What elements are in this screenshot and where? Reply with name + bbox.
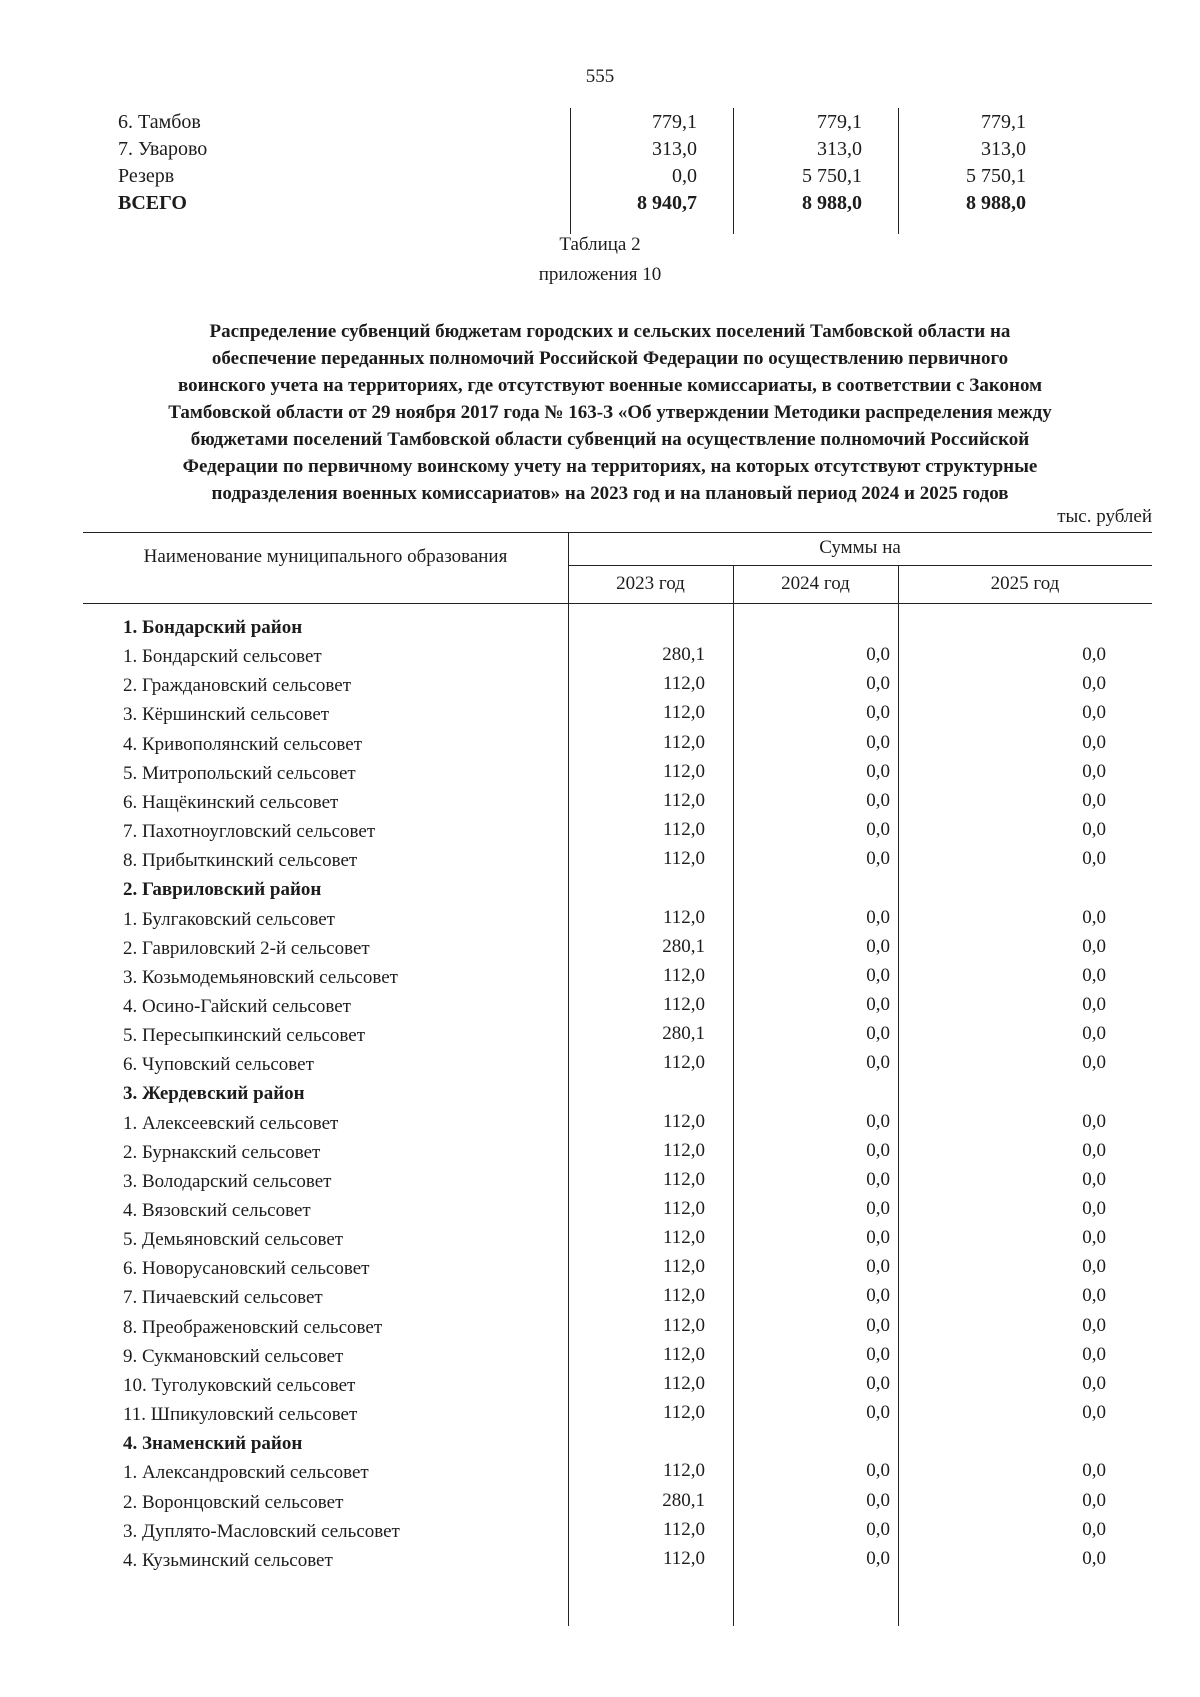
value-2023: 112,0 <box>662 993 705 1015</box>
row-name: 2. Бурнакский сельсовет <box>123 1141 321 1163</box>
row-name: 7. Уварово <box>118 138 208 160</box>
value-2024: 0,0 <box>866 993 890 1015</box>
value-2024: 0,0 <box>866 1227 890 1249</box>
value-2023: 112,0 <box>662 906 705 928</box>
value-2024: 0,0 <box>866 1372 890 1394</box>
value-2025: 0,0 <box>1082 993 1106 1015</box>
value-2024: 0,0 <box>866 1518 890 1540</box>
value-2023: 112,0 <box>662 1372 705 1394</box>
value-2025: 0,0 <box>1082 673 1106 695</box>
value-2025: 0,0 <box>1082 1518 1106 1540</box>
row-name: 5. Пересыпкинский сельсовет <box>123 1025 366 1047</box>
units-label: тыс. рублей <box>1057 506 1152 527</box>
value-2025: 0,0 <box>1082 1343 1106 1365</box>
row-name: 6. Чуповский сельсовет <box>123 1054 314 1076</box>
page-number: 555 <box>585 66 615 87</box>
row-name: 11. Шпикуловский сельсовет <box>123 1404 358 1426</box>
value-2025: 0,0 <box>1082 731 1106 753</box>
value-2025: 0,0 <box>1082 1547 1106 1569</box>
table-row <box>83 1314 1152 1346</box>
table-row <box>83 1547 1152 1579</box>
row-name: 2. Гавриловский район <box>123 879 322 901</box>
value-2024: 0,0 <box>866 906 890 928</box>
table-row <box>83 993 1152 1025</box>
title-line: бюджетами поселений Тамбовской области субвенций на осуществление полномочий Российской <box>190 429 1030 450</box>
row-name: 6. Новорусановский сельсовет <box>123 1258 370 1280</box>
value-2023: 779,1 <box>652 111 697 133</box>
table-row <box>83 850 1152 879</box>
value-2024: 0,0 <box>866 1460 890 1482</box>
value-2025: 0,0 <box>1082 1227 1106 1249</box>
header-name-column: Наименование муниципального образования <box>143 546 508 567</box>
row-name: ВСЕГО <box>118 192 187 214</box>
value-2023: 112,0 <box>662 1139 705 1161</box>
title-line: подразделения военных комиссариатов» на 2023 год и на плановый период 2024 и 2025 годов <box>211 483 1009 504</box>
value-2025: 0,0 <box>1082 935 1106 957</box>
value-2023: 112,0 <box>662 702 705 724</box>
value-2025: 0,0 <box>1082 1168 1106 1190</box>
table-row <box>83 1518 1152 1550</box>
row-name: 8. Прибыткинский сельсовет <box>123 850 358 872</box>
row-name: 5. Демьяновский сельсовет <box>123 1229 344 1251</box>
row-name: 1. Булгаковский сельсовет <box>123 908 335 930</box>
table-row <box>83 731 1152 763</box>
value-2025: 0,0 <box>1082 1372 1106 1394</box>
value-2024: 0,0 <box>866 1285 890 1307</box>
value-2025: 0,0 <box>1082 1489 1106 1511</box>
value-2023: 313,0 <box>652 138 697 160</box>
table-row <box>83 1168 1152 1200</box>
row-name: 1. Алексеевский сельсовет <box>123 1112 339 1134</box>
table-label: Таблица 2 <box>559 234 641 255</box>
row-name: 4. Осино-Гайский сельсовет <box>123 995 351 1017</box>
value-2024: 0,0 <box>866 1547 890 1569</box>
district-row <box>83 1433 1152 1462</box>
district-row <box>83 1083 1152 1112</box>
value-2024: 0,0 <box>866 1343 890 1365</box>
table-row <box>83 935 1152 967</box>
value-2023: 112,0 <box>662 1110 705 1132</box>
value-2024: 0,0 <box>866 1198 890 1219</box>
table-row <box>83 1229 1152 1258</box>
table-row <box>83 964 1152 996</box>
top-table-row <box>118 111 1132 139</box>
value-2024: 0,0 <box>866 964 890 986</box>
value-2025: 779,1 <box>981 111 1026 133</box>
value-2023: 112,0 <box>662 789 705 811</box>
value-2024: 0,0 <box>866 702 890 724</box>
value-2025: 0,0 <box>1082 964 1106 986</box>
district-row <box>83 879 1152 908</box>
value-2025: 5 750,1 <box>966 165 1026 187</box>
table-row <box>83 1287 1152 1316</box>
top-table-row <box>118 165 1132 193</box>
value-2023: 112,0 <box>662 1518 705 1540</box>
table-row <box>83 821 1152 850</box>
title-line: Федерации по первичному воинскому учету на территориях, на которых отсутствуют структурные <box>182 456 1038 477</box>
value-2024: 5 750,1 <box>802 165 862 187</box>
table-row <box>83 1489 1152 1521</box>
value-2023: 112,0 <box>662 1460 705 1482</box>
row-name: Резерв <box>118 165 175 187</box>
subventions-table <box>83 532 1152 1632</box>
top-table-row <box>118 192 1132 220</box>
row-name: 1. Бондарский сельсовет <box>123 646 322 668</box>
row-name: 3. Кёршинский сельсовет <box>123 704 330 726</box>
value-2023: 112,0 <box>662 1314 705 1336</box>
row-name: 1. Бондарский район <box>123 617 303 638</box>
table-row <box>83 1372 1152 1404</box>
value-2024: 0,0 <box>866 1023 890 1045</box>
value-2023: 8 940,7 <box>637 192 697 214</box>
top-table-row <box>118 138 1132 166</box>
table-row <box>83 1139 1152 1171</box>
value-2023: 280,1 <box>662 1023 705 1045</box>
value-2024: 0,0 <box>866 789 890 811</box>
value-2023: 112,0 <box>662 1052 705 1074</box>
value-2025: 0,0 <box>1082 1460 1106 1482</box>
continuation-table <box>118 108 1132 234</box>
value-2025: 313,0 <box>981 138 1026 160</box>
table-row <box>83 1258 1152 1287</box>
value-2024: 0,0 <box>866 1168 890 1190</box>
row-name: 3. Володарский сельсовет <box>123 1170 332 1192</box>
value-2023: 112,0 <box>662 1402 705 1424</box>
table-row <box>83 1200 1152 1229</box>
value-2023: 112,0 <box>662 1343 705 1365</box>
row-name: 6. Нащёкинский сельсовет <box>123 791 339 813</box>
row-name: 4. Знаменский район <box>123 1433 303 1455</box>
table-row <box>83 1110 1152 1142</box>
value-2024: 0,0 <box>866 848 890 870</box>
table-row <box>83 789 1152 821</box>
value-2025: 0,0 <box>1082 1110 1106 1132</box>
value-2023: 112,0 <box>662 1227 705 1249</box>
value-2023: 280,1 <box>662 644 705 666</box>
row-name: 6. Тамбов <box>118 111 201 133</box>
value-2025: 0,0 <box>1082 1402 1106 1424</box>
row-name: 7. Пичаевский сельсовет <box>123 1287 323 1309</box>
value-2024: 0,0 <box>866 1402 890 1424</box>
value-2024: 0,0 <box>866 1256 890 1278</box>
table-top-rule <box>83 532 1152 533</box>
table-row <box>83 1404 1152 1433</box>
value-2023: 112,0 <box>662 1256 705 1278</box>
appendix-label: приложения 10 <box>538 264 662 285</box>
row-name: 4. Кривополянский сельсовет <box>123 733 363 755</box>
value-2024: 0,0 <box>866 935 890 957</box>
value-2023: 112,0 <box>662 760 705 782</box>
value-2024: 0,0 <box>866 760 890 782</box>
value-2025: 0,0 <box>1082 702 1106 724</box>
table-row <box>83 906 1152 938</box>
row-name: 2. Воронцовский сельсовет <box>123 1491 344 1513</box>
value-2025: 8 988,0 <box>966 192 1026 214</box>
header-sums: Суммы на <box>819 537 901 558</box>
value-2024: 8 988,0 <box>802 192 862 214</box>
value-2024: 0,0 <box>866 1139 890 1161</box>
table-row <box>83 1054 1152 1083</box>
row-name: 4. Кузьминский сельсовет <box>123 1549 333 1571</box>
title-line: воинского учета на территориях, где отсутствуют военные комиссариаты, в соответствии с Законом <box>177 375 1043 396</box>
value-2023: 112,0 <box>662 1547 705 1569</box>
value-2025: 0,0 <box>1082 1256 1106 1278</box>
value-2023: 112,0 <box>662 848 705 870</box>
value-2025: 0,0 <box>1082 906 1106 928</box>
value-2024: 0,0 <box>866 1489 890 1511</box>
value-2025: 0,0 <box>1082 644 1106 666</box>
value-2024: 0,0 <box>866 819 890 841</box>
row-name: 4. Вязовский сельсовет <box>123 1200 311 1221</box>
table-row <box>83 1343 1152 1375</box>
value-2023: 112,0 <box>662 731 705 753</box>
value-2024: 0,0 <box>866 644 890 666</box>
value-2023: 280,1 <box>662 935 705 957</box>
value-2024: 0,0 <box>866 731 890 753</box>
value-2024: 779,1 <box>817 111 862 133</box>
district-row <box>83 617 1152 646</box>
sums-header-rule <box>568 565 1152 566</box>
value-2025: 0,0 <box>1082 1023 1106 1045</box>
row-name: 5. Митропольский сельсовет <box>123 762 356 784</box>
value-2023: 112,0 <box>662 819 705 841</box>
value-2025: 0,0 <box>1082 1139 1106 1161</box>
title-line: обеспечение переданных полномочий Российской Федерации по осуществлению первичного <box>211 348 1009 369</box>
table-row <box>83 1462 1152 1491</box>
value-2025: 0,0 <box>1082 789 1106 811</box>
title-line: Тамбовской области от 29 ноября 2017 года № 163-З «Об утверждении Методики распределения между <box>168 402 1052 423</box>
row-name: 9. Сукмановский сельсовет <box>123 1345 344 1367</box>
title-line: Распределение субвенций бюджетам городских и сельских поселений Тамбовской области на <box>209 321 1011 342</box>
value-2025: 0,0 <box>1082 848 1106 870</box>
value-2023: 112,0 <box>662 964 705 986</box>
row-name: 3. Дуплято-Масловский сельсовет <box>123 1520 400 1542</box>
value-2025: 0,0 <box>1082 1198 1106 1219</box>
table-row <box>83 704 1152 733</box>
value-2024: 313,0 <box>817 138 862 160</box>
row-name: 7. Пахотноугловский сельсовет <box>123 821 376 843</box>
value-2023: 0,0 <box>672 165 697 187</box>
table-row <box>83 1025 1152 1054</box>
value-2024: 0,0 <box>866 1052 890 1074</box>
value-2025: 0,0 <box>1082 760 1106 782</box>
row-name: 1. Александровский сельсовет <box>123 1462 369 1484</box>
value-2023: 280,1 <box>662 1489 705 1511</box>
value-2024: 0,0 <box>866 1314 890 1336</box>
header-2023: 2023 год <box>616 573 685 594</box>
value-2024: 0,0 <box>866 673 890 695</box>
value-2024: 0,0 <box>866 1110 890 1132</box>
value-2025: 0,0 <box>1082 819 1106 841</box>
row-name: 2. Гавриловский 2-й сельсовет <box>123 937 370 959</box>
value-2025: 0,0 <box>1082 1052 1106 1074</box>
row-name: 10. Туголуковский сельсовет <box>123 1374 356 1396</box>
row-name: 3. Козьмодемьяновский сельсовет <box>123 966 398 988</box>
value-2025: 0,0 <box>1082 1285 1106 1307</box>
table-row <box>83 675 1152 704</box>
value-2023: 112,0 <box>662 1198 705 1219</box>
value-2025: 0,0 <box>1082 1314 1106 1336</box>
row-name: 8. Преображеновский сельсовет <box>123 1316 383 1338</box>
table-row <box>83 760 1152 792</box>
header-bottom-rule <box>83 603 1152 604</box>
row-name: 2. Граждановский сельсовет <box>123 675 351 697</box>
row-name: 3. Жердевский район <box>123 1083 305 1105</box>
value-2023: 112,0 <box>662 1285 705 1307</box>
header-2024: 2024 год <box>781 573 850 594</box>
header-2025: 2025 год <box>990 573 1060 594</box>
document-title <box>80 318 1140 507</box>
table-row <box>83 646 1152 675</box>
value-2023: 112,0 <box>662 673 705 695</box>
value-2023: 112,0 <box>662 1168 705 1190</box>
